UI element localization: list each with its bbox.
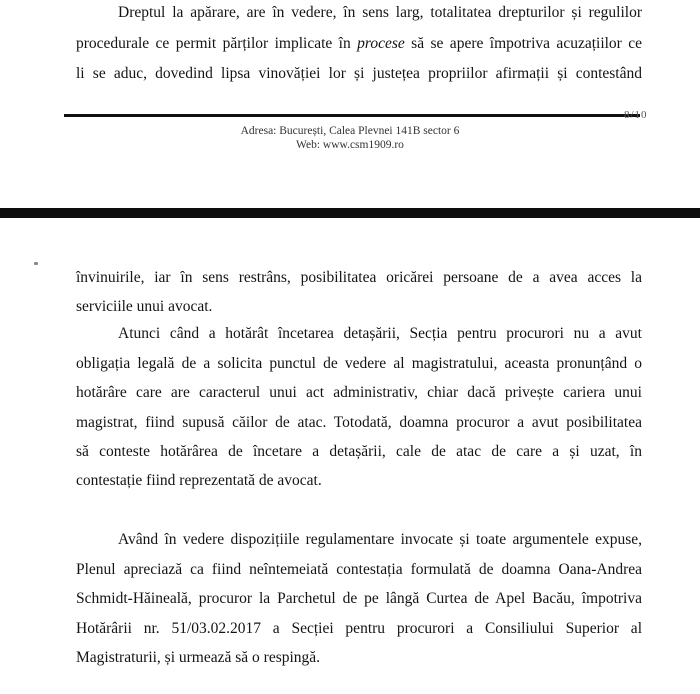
footer-address: Adresa: București, Calea Plevnei 141B sector 6: [240, 125, 460, 137]
italic-term: procese: [357, 35, 405, 52]
text-line: [76, 34, 642, 54]
text-line: Hotărârii nr. 51/03.02.2017 a Secției pentru procurori a Consiliului Superior al: [76, 620, 642, 637]
footer-rule: [64, 114, 640, 117]
footer-web: Web: www.csm1909.ro: [296, 139, 404, 151]
page-number: 8/10: [624, 109, 648, 121]
text-segment: procedurale ce permit părților implicate în: [76, 35, 358, 52]
text-line: învinuirile, iar în sens restrâns, posibilitatea oricărei persoane de a avea acces la: [76, 269, 642, 286]
text-line: li se aduc, dovedind lipsa vinovăției lor și justețea propriilor afirmații și contestând: [76, 65, 642, 82]
text-line: Magistraturii, și urmează să o respingă.: [76, 649, 321, 666]
text-line: hotărâre care are caracterul unui act administrativ, chiar dacă privește cariera unui: [76, 384, 642, 401]
scan-speck: [34, 262, 38, 265]
text-line: obligația legală de a solicita punctul de vedere al magistratului, aceasta pronunțând o: [76, 355, 642, 372]
text-line: Dreptul la apărare, are în vedere, în sens larg, totalitatea drepturilor și regulilor: [118, 4, 642, 21]
text-line: Atunci când a hotărât încetarea detașării, Secția pentru procurori nu a avut: [118, 325, 642, 342]
text-line: magistrat, fiind supusă căilor de atac. Totodată, doamna procuror a avut posibilitatea: [76, 414, 642, 431]
page-top-fragment: [0, 0, 700, 208]
text-line: Schmidt-Hăineală, procuror la Parchetul de pe lângă Curtea de Apel Bacău, împotriva: [76, 590, 642, 607]
text-line: Având în vedere dispozițiile regulamentare invocate și toate argumentele expuse,: [118, 531, 642, 548]
text-line: serviciile unui avocat.: [76, 298, 213, 315]
text-segment: să se apere împotriva acuzațiilor ce: [404, 35, 643, 52]
page-break-bar: [0, 208, 700, 218]
text-line: Plenul apreciază ca fiind neîntemeiată contestația formulată de doamna Oana-Andrea: [76, 561, 642, 578]
text-line: contestație fiind reprezentată de avocat.: [76, 472, 322, 489]
text-line: să conteste hotărârea de încetare a detașării, cale de atac de care a și uzat, în: [76, 443, 642, 460]
